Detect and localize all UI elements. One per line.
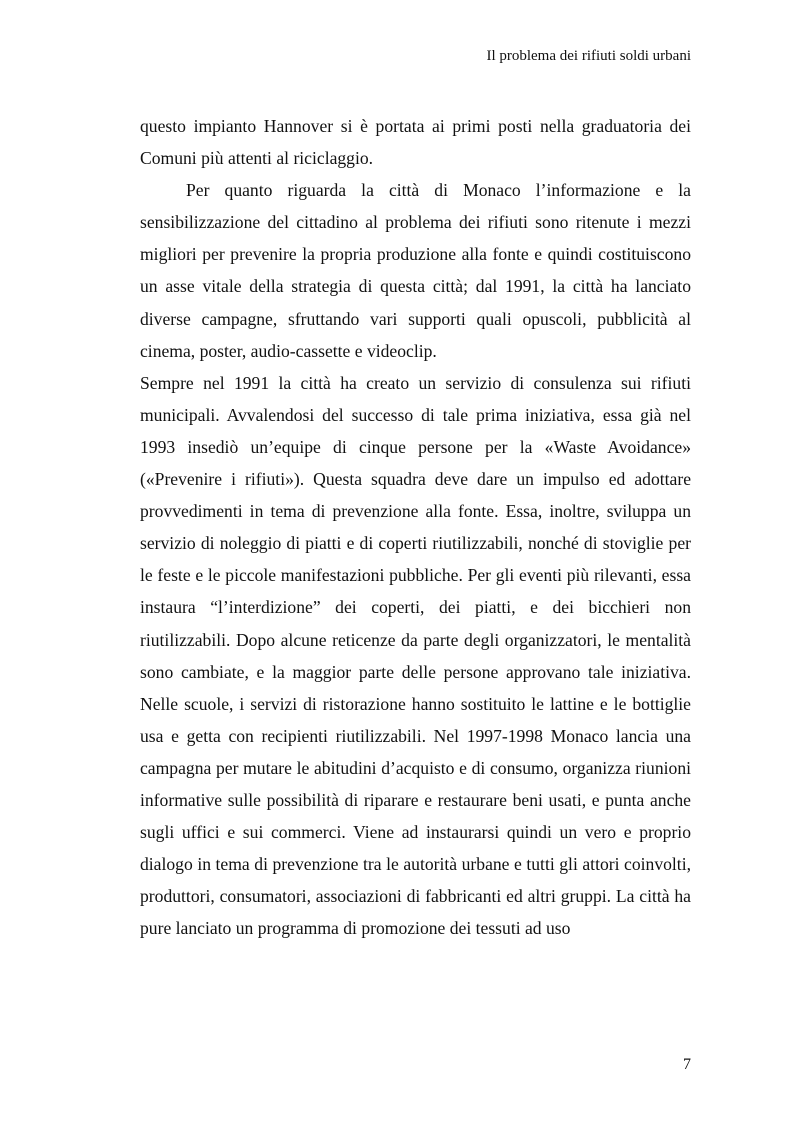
running-header: Il problema dei rifiuti soldi urbani xyxy=(486,48,691,64)
page-number: 7 xyxy=(683,1056,691,1073)
paragraph-monaco-details: Sempre nel 1991 la città ha creato un servizio di consulenza sui rifiuti municipali. Avvalendosi del successo di tale prima iniziativa, essa già nel 1993 insediò un’equipe di cinque persone per la «Waste Avoidance» («Prevenire i rifiuti»). Questa squadra deve dare un impulso ed adottare provvedimenti in tema di prevenzione alla fonte. Essa, inoltre, sviluppa un servizio di noleggio di piatti e di coperti riutilizzabili, nonché di stoviglie per le feste e le piccole manifestazioni pubbliche. Per gli eventi più rilevanti, essa instaura “l’interdizione” dei coperti, dei piatti, e dei bicchieri non riutilizzabili. Dopo alcune reticenze da parte degli organizzatori, le mentalità sono cambiate, e la maggior parte delle persone approvano tale iniziativa. Nelle scuole, i servizi di ristorazione hanno sostituito le lattine e le bottiglie usa e getta con recipienti riutilizzabili. Nel 1997-1998 Monaco lancia una campagna per mutare le abitudini d’acquisto e di consumo, organizza riunioni informative sulle possibilità di riparare e restaurare beni usati, e punta anche sugli uffici e sui commerci. Viene ad instaurarsi quindi un vero e proprio dialogo in tema di prevenzione tra le autorità urbane e tutti gli attori coinvolti, produttori, consumatori, associazioni di fabbricanti ed altri gruppi. La città ha pure lanciato un programma di promozione dei tessuti ad uso xyxy=(140,372,691,939)
paragraph-continuation: questo impianto Hannover si è portata ai primi posti nella graduatoria dei Comuni più attenti al riciclaggio. xyxy=(140,116,691,169)
body-text xyxy=(140,110,691,944)
paragraph-monaco-intro: Per quanto riguarda la città di Monaco l’informazione e la sensibilizzazione del cittadino al problema dei rifiuti sono ritenute i mezzi migliori per prevenire la propria produzione alla fonte e quindi costituiscono un asse vitale della strategia di questa città; dal 1991, la città ha lanciato diverse campagne, sfruttando vari supporti quali opuscoli, pubblicità al cinema, poster, audio-cassette e videoclip. xyxy=(140,180,691,361)
